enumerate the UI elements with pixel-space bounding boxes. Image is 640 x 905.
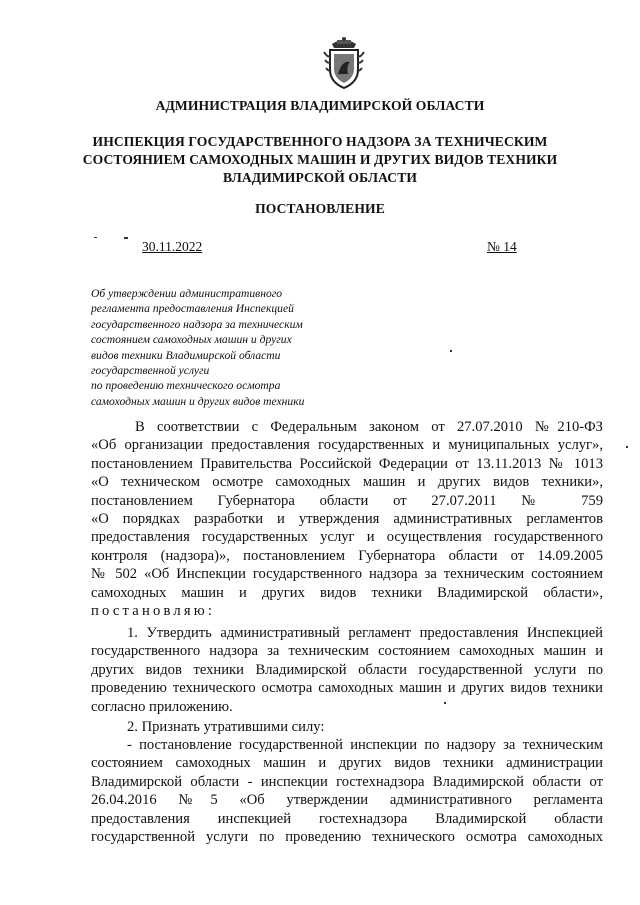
scan-speck: [94, 237, 97, 238]
item-2-title: [91, 718, 603, 736]
preamble-line: № 502 «Об Инспекции государственного надзора за техническим состоянием: [91, 566, 603, 583]
item-2-line: 26.04.2016 №5 «Об утверждении административного регламента: [91, 792, 603, 809]
scan-speck: [450, 350, 452, 352]
preamble-line: «Об организации предоставления государственных и муниципальных услуг»,: [91, 437, 603, 454]
item-2-line: государственной услуги по проведению технического осмотра самоходных: [91, 828, 603, 845]
item-2-title-text: 2. Признать утратившими силу:: [127, 719, 325, 735]
item-1-paragraph: [91, 624, 603, 716]
subject-line: государственной услуги: [91, 364, 210, 378]
scan-speck: [124, 237, 128, 239]
subject-line: по проведению технического осмотра: [91, 379, 281, 393]
item-1-line: проведению технического осмотра самоходных машин и других видов техники: [91, 680, 603, 697]
scan-speck: [444, 702, 446, 704]
subject-line: состоянием самоходных машин и других: [91, 333, 292, 347]
item-1-line: согласно приложению.: [91, 698, 233, 715]
item-2-line: предоставления инспекцией гостехнадзора Владимирской области: [91, 810, 603, 827]
item-2-line: - постановление государственной инспекции по надзору за техническим: [127, 737, 603, 753]
subject-line: видов техники Владимирской области: [91, 348, 281, 362]
scan-speck: [626, 446, 628, 448]
preamble-line: постановлением Губернатора области от 27.07.2011 № 759: [91, 492, 603, 509]
document-number: № 14: [487, 239, 517, 254]
preamble-line: контроля (надзора)», постановлением Губернатора области от 14.09.2005: [91, 547, 603, 564]
subject-line: регламента предоставления Инспекцией: [91, 302, 294, 316]
subject-line: государственного надзора за техническим: [91, 317, 303, 331]
preamble-line: самоходных машин и других видов техники Владимирской области»,: [91, 584, 603, 601]
coat-of-arms-emblem: [322, 36, 366, 90]
item-2-paragraph: [91, 736, 603, 846]
item-1-line: государственного надзора за техническим состоянием самоходных машин и: [91, 643, 603, 660]
document-subject: [91, 286, 351, 409]
preamble-line: «О техническом осмотре самоходных машин и других видов техники»,: [91, 474, 603, 491]
document-date: 30.11.2022: [142, 239, 203, 254]
preamble-line: предоставления государственных услуг и осуществления государственного: [91, 529, 603, 546]
subject-line: самоходных машин и других видов техники: [91, 394, 305, 408]
preamble-line: В соответствии с Федеральным законом от 27.07.2010 №210-ФЗ: [135, 419, 603, 435]
preamble-line: постановлением Правительства Российской Федерации от 13.11.2013 № 1013: [91, 455, 603, 472]
item-1-line: других видов техники Владимирской области государственной услуги по: [91, 661, 603, 678]
organization-title: АДМИНИСТРАЦИЯ ВЛАДИМИРСКОЙ ОБЛАСТИ: [155, 98, 485, 113]
preamble-line: «О порядках разработки и утверждения административных регламентов: [91, 510, 603, 527]
inspection-title: [0, 133, 640, 187]
item-2-line: состоянием самоходных машин и других видов техники администрации: [91, 755, 603, 772]
inspection-title-line: СОСТОЯНИЕМ САМОХОДНЫХ МАШИН И ДРУГИХ ВИДОВ ТЕХНИКИ: [82, 152, 558, 167]
resolution-word: постановляю:: [91, 602, 216, 619]
inspection-title-line: ИНСПЕКЦИЯ ГОСУДАРСТВЕННОГО НАДЗОРА ЗА ТЕХНИЧЕСКИМ: [92, 134, 548, 149]
preamble-paragraph: [91, 418, 603, 620]
document-type: ПОСТАНОВЛЕНИЕ: [255, 201, 385, 216]
item-2-line: Владимирской области - инспекции гостехнадзора Владимирской области от: [91, 773, 603, 790]
item-1-line: 1. Утвердить административный регламент предоставления Инспекцией: [127, 625, 603, 641]
subject-line: Об утверждении административного: [91, 287, 283, 300]
inspection-title-line: ВЛАДИМИРСКОЙ ОБЛАСТИ: [222, 170, 418, 185]
